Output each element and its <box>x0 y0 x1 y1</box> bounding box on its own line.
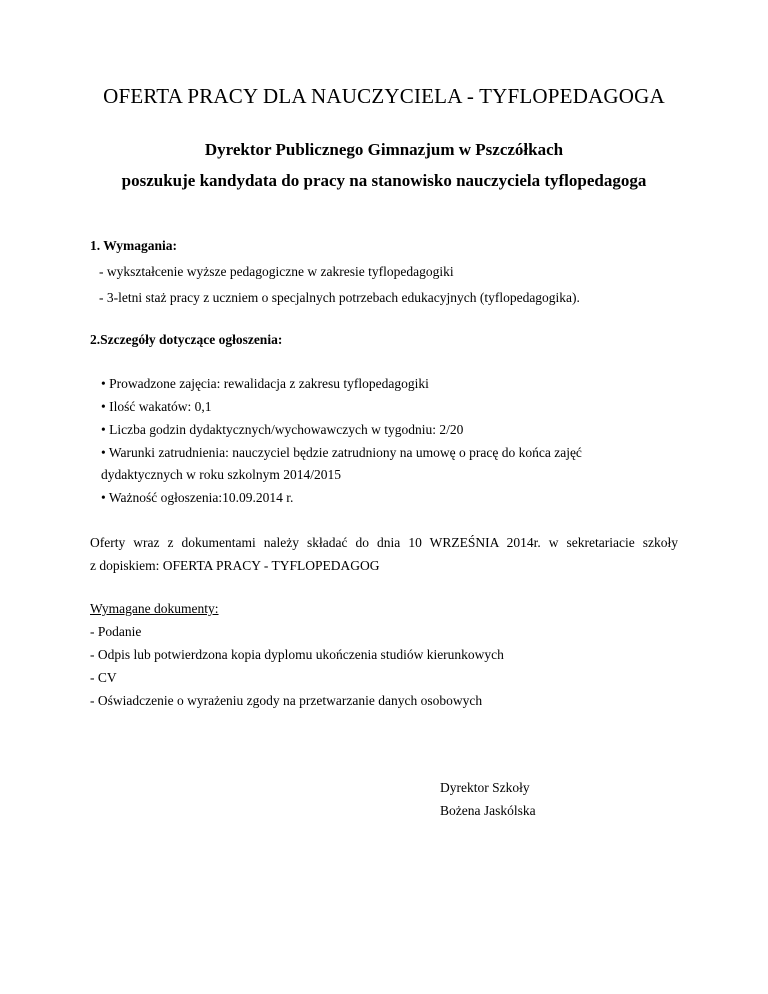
subtitle-position: poszukuje kandydata do pracy na stanowisko nauczyciela tyflopedagoga <box>121 171 647 190</box>
requirement-item: - 3-letni staż pracy z uczniem o specjalnych potrzebach edukacyjnych (tyflopedagogika). <box>99 290 580 305</box>
document-item: - CV <box>90 670 117 685</box>
documents-heading: Wymagane dokumenty: <box>90 601 219 616</box>
document-item: - Oświadczenie o wyrażeniu zgody na przetwarzanie danych osobowych <box>90 693 483 708</box>
offer-note-line: Oferty wraz z dokumentami należy składać do dnia 10 WRZEŚNIA 2014r. w sekretariacie szkoły <box>90 535 678 550</box>
page-title: OFERTA PRACY DLA NAUCZYCIELA - TYFLOPEDAGOGA <box>103 84 665 108</box>
detail-item: • Prowadzone zajęcia: rewalidacja z zakresu tyflopedagogiki <box>101 376 429 391</box>
detail-item: • Liczba godzin dydaktycznych/wychowawczych w tygodniu: 2/20 <box>101 422 464 437</box>
document-item: - Odpis lub potwierdzona kopia dyplomu ukończenia studiów kierunkowych <box>90 647 504 662</box>
requirement-item: - wykształcenie wyższe pedagogiczne w zakresie tyflopedagogiki <box>99 264 454 279</box>
offer-note-line: z dopiskiem: OFERTA PRACY - TYFLOPEDAGOG <box>90 558 380 573</box>
signature-name: Bożena Jaskólska <box>440 803 536 818</box>
document-item: - Podanie <box>90 624 142 639</box>
requirements-heading: 1. Wymagania: <box>90 238 178 253</box>
signature-role: Dyrektor Szkoły <box>440 780 530 795</box>
detail-item: • Ważność ogłoszenia:10.09.2014 r. <box>101 490 294 505</box>
subtitle-employer: Dyrektor Publicznego Gimnazjum w Pszczółkach <box>204 140 564 159</box>
detail-item: • Warunki zatrudnienia: nauczyciel będzie zatrudniony na umowę o pracę do końca zajęć <box>101 445 582 460</box>
detail-item: • Ilość wakatów: 0,1 <box>101 399 212 414</box>
details-heading: 2.Szczegóły dotyczące ogłoszenia: <box>90 332 283 347</box>
detail-item-continuation: dydaktycznych w roku szkolnym 2014/2015 <box>101 467 341 482</box>
